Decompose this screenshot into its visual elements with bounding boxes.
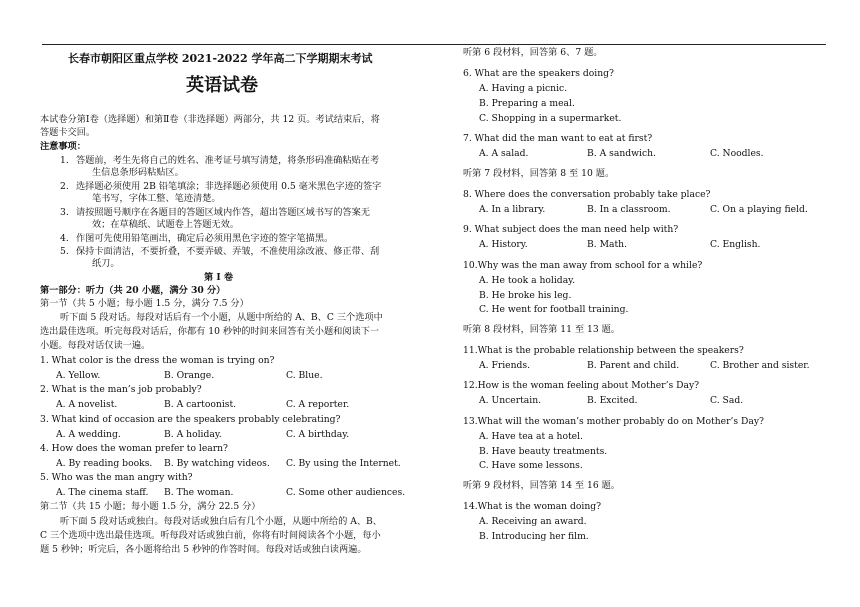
option-a: A. A wedding. xyxy=(56,429,121,440)
option-b: B. In a classroom. xyxy=(587,204,671,215)
option-a: A. Uncertain. xyxy=(479,395,542,406)
note-text: 效；在草稿纸、试题卷上答题无效。 xyxy=(92,219,239,230)
volume-title: 第 Ⅰ 卷 xyxy=(204,272,234,283)
part1-heading: 第一部分：听力（共 20 小题，满分 30 分） xyxy=(40,285,226,296)
option-b: B. The woman. xyxy=(164,487,234,498)
section2-instruction: C 三个选项中选出最佳选项。听每段对话或独白前，你将有时间阅读各个小题，每小 xyxy=(40,530,381,541)
option-c: C. A reporter. xyxy=(286,399,350,410)
note-text: 保持卡面清洁，不要折叠，不要弄破、弄皱，不准使用涂改液、修正带、刮 xyxy=(76,246,380,257)
option-b: B. A sandwich. xyxy=(587,148,656,159)
question: 12.How is the woman feeling about Mother’s Day? xyxy=(463,380,700,391)
option-c: C. Some other audiences. xyxy=(286,487,406,498)
option-b: B. Parent and child. xyxy=(587,360,680,371)
option-c: C. A birthday. xyxy=(286,429,350,440)
intro-line-1: 本试卷分第Ⅰ卷（选择题）和第Ⅱ卷（非选择题）两部分，共 12 页。考试结束后，将 xyxy=(40,114,380,125)
note-num: 1. xyxy=(60,155,69,166)
question: 4. How does the woman prefer to learn? xyxy=(40,443,228,454)
option-a: A. In a library. xyxy=(479,204,546,215)
note-text: 纸刀。 xyxy=(92,258,120,269)
question: 3. What kind of occasion are the speakers probably celebrating? xyxy=(40,414,341,425)
note-text: 选择题必须使用 2B 铅笔填涂；非选择题必须使用 0.5 毫米黑色字迹的签字 xyxy=(76,181,382,192)
header-rule xyxy=(42,44,826,45)
question: 5. Who was the man angry with? xyxy=(40,472,193,483)
question: 2. What is the man’s job probably? xyxy=(40,384,202,395)
section2-heading: 第二节（共 15 小题；每小题 1.5 分，满分 22.5 分） xyxy=(40,501,261,512)
subject-title: 英语试卷 xyxy=(186,75,258,96)
notes-heading: 注意事项： xyxy=(40,141,86,152)
option-a: A. He took a holiday. xyxy=(479,275,576,286)
question: 14.What is the woman doing? xyxy=(463,501,602,512)
question: 9. What subject does the man need help with? xyxy=(463,224,679,235)
option-a: A. Have tea at a hotel. xyxy=(479,431,583,442)
option-b: B. Preparing a meal. xyxy=(479,98,575,109)
option-b: B. A holiday. xyxy=(164,429,222,440)
section2-instruction: 题 5 秒钟；听完后，各小题将给出 5 秒钟的作答时间。每段对话或独白读两遍。 xyxy=(40,544,367,555)
option-c: C. Noodles. xyxy=(710,148,764,159)
material-heading: 听第 9 段材料，回答第 14 至 16 题。 xyxy=(463,480,620,491)
material-heading: 听第 7 段材料，回答第 8 至 10 题。 xyxy=(463,168,615,179)
note-num: 2. xyxy=(60,181,69,192)
option-b: B. Orange. xyxy=(164,370,215,381)
note-text: 生信息条形码粘贴区。 xyxy=(92,167,184,178)
option-c: C. Brother and sister. xyxy=(710,360,810,371)
option-a: A. The cinema staff. xyxy=(56,487,149,498)
option-c: C. English. xyxy=(710,239,761,250)
option-a: A. Having a picnic. xyxy=(479,83,568,94)
option-b: B. Excited. xyxy=(587,395,638,406)
option-c: C. On a playing field. xyxy=(710,204,808,215)
option-a: A. Receiving an award. xyxy=(479,516,587,527)
option-c: C. Sad. xyxy=(710,395,744,406)
note-num: 4. xyxy=(60,233,69,244)
question: 6. What are the speakers doing? xyxy=(463,68,614,79)
material-heading: 听第 8 段材料，回答第 11 至 13 题。 xyxy=(463,324,620,335)
option-a: A. Yellow. xyxy=(56,370,101,381)
option-c: C. Shopping in a supermarket. xyxy=(479,113,622,124)
school-title: 长春市朝阳区重点学校 2021-2022 学年高二下学期期末考试 xyxy=(68,52,373,65)
section1-heading: 第一节（共 5 小题；每小题 1.5 分，满分 7.5 分） xyxy=(40,298,249,309)
section1-instruction: 选出最佳选项。听完每段对话后，你都有 10 秒钟的时间来回答有关小题和阅读下一 xyxy=(40,326,380,337)
option-a: A. A novelist. xyxy=(56,399,118,410)
note-text: 作图可先使用铅笔画出，确定后必须用黑色字迹的签字笔描黑。 xyxy=(76,233,334,244)
section2-instruction: 听下面 5 段对话或独白。每段对话或独白后有几个小题，从题中所给的 A、B、 xyxy=(60,516,382,527)
question: 1. What color is the dress the woman is trying on? xyxy=(40,355,275,366)
note-num: 3. xyxy=(60,207,69,218)
option-b: B. Have beauty treatments. xyxy=(479,446,608,457)
option-c: C. Blue. xyxy=(286,370,323,381)
option-a: A. By reading books. xyxy=(56,458,153,469)
note-text: 请按照题号顺序在各题目的答题区域内作答，超出答题区域书写的答案无 xyxy=(76,207,370,218)
note-num: 5. xyxy=(60,246,69,257)
question: 11.What is the probable relationship between the speakers? xyxy=(463,345,744,356)
question: 7. What did the man want to eat at first? xyxy=(463,133,653,144)
option-c: C. Have some lessons. xyxy=(479,460,583,471)
option-b: B. By watching videos. xyxy=(164,458,270,469)
option-c: C. By using the Internet. xyxy=(286,458,401,469)
note-text: 答题前，考生先将自己的姓名、准考证号填写清楚，将条形码准确粘贴在考 xyxy=(76,155,380,166)
option-a: A. Friends. xyxy=(479,360,531,371)
question: 8. Where does the conversation probably take place? xyxy=(463,189,711,200)
option-a: A. A salad. xyxy=(479,148,529,159)
question: 10.Why was the man away from school for a while? xyxy=(463,260,703,271)
section1-instruction: 听下面 5 段对话。每段对话后有一个小题，从题中所给的 A、B、C 三个选项中 xyxy=(60,312,383,323)
option-b: B. A cartoonist. xyxy=(164,399,237,410)
option-b: B. He broke his leg. xyxy=(479,290,572,301)
section1-instruction: 小题。每段对话仅读一遍。 xyxy=(40,340,151,351)
option-b: B. Introducing her film. xyxy=(479,531,589,542)
question: 13.What will the woman’s mother probably do on Mother’s Day? xyxy=(463,416,764,427)
option-b: B. Math. xyxy=(587,239,628,250)
intro-line-2: 答题卡交回。 xyxy=(40,127,96,138)
option-a: A. History. xyxy=(479,239,528,250)
option-c: C. He went for football training. xyxy=(479,304,629,315)
material-heading: 听第 6 段材料，回答第 6、7 题。 xyxy=(463,47,603,58)
note-text: 笔书写，字体工整、笔迹清楚。 xyxy=(92,193,221,204)
